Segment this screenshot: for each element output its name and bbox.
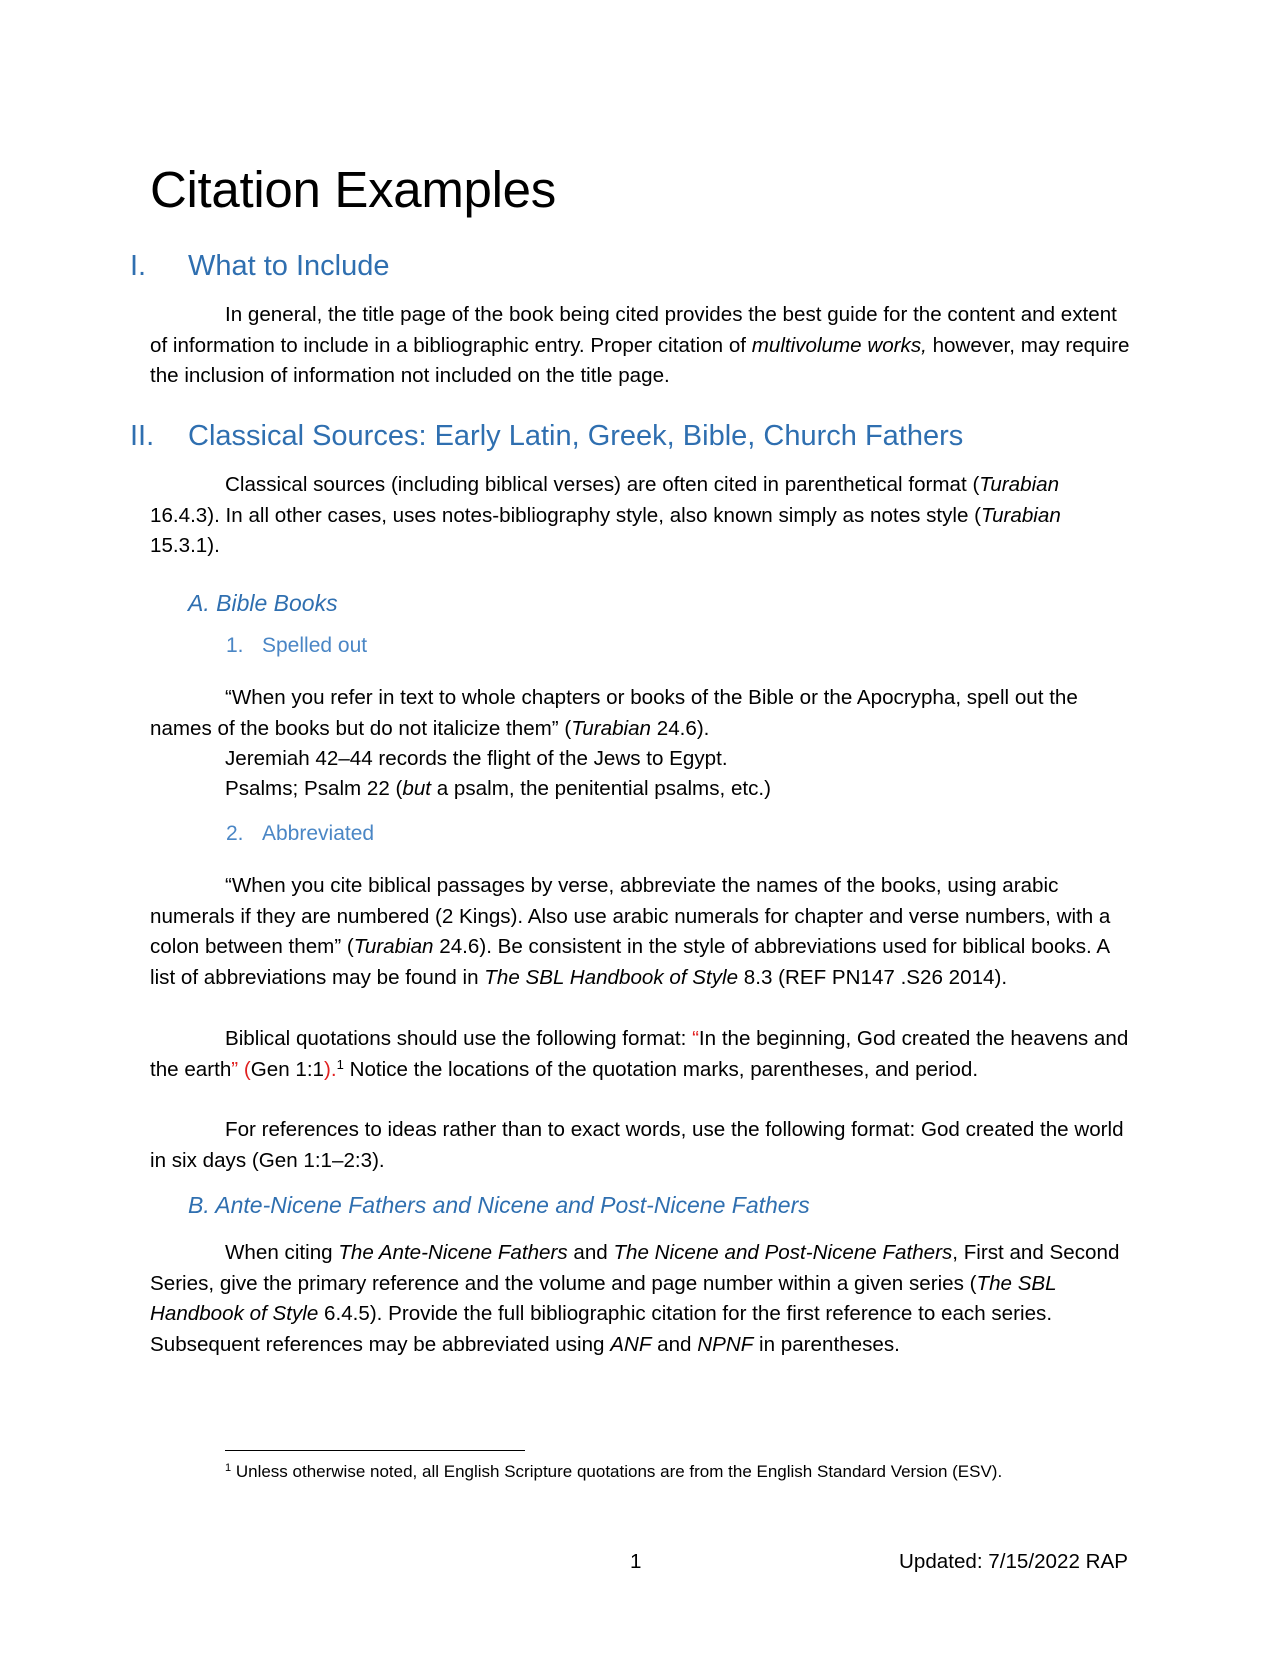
text-run: 15.3.1).: [150, 534, 220, 557]
text-run: a psalm, the penitential psalms, etc.): [431, 777, 771, 800]
section-number: II.: [130, 420, 155, 452]
text-run: Biblical quotations should use the following format:: [225, 1027, 693, 1050]
italic-text: Turabian: [353, 935, 434, 958]
page-title: Citation Examples: [150, 161, 556, 218]
text-run: and: [567, 1241, 614, 1264]
text-run: 16.4.3). In all other cases, uses notes-bibliography style, also known simply as notes style (: [150, 503, 982, 527]
section-heading-text: Classical Sources: Early Latin, Greek, Bible, Church Fathers: [188, 420, 964, 452]
paragraph-ideas-format: For references to ideas rather than to exact words, use the following format: God created the world in six days (Gen 1:1–2:3).: [150, 1118, 1124, 1172]
text-run: in parentheses.: [753, 1332, 900, 1356]
subheading-number: 2.: [226, 822, 244, 845]
subsection-heading-bible-books: A. Bible Books: [188, 590, 338, 616]
paragraph-quotation-format: [150, 1024, 1130, 1085]
paragraph-abbreviated-quote: [150, 871, 1130, 993]
italic-text: The SBL Handbook of Style: [150, 1271, 1057, 1325]
highlighted-quote-mark: ” (: [231, 1057, 251, 1081]
italic-text: The SBL Handbook of Style: [484, 965, 739, 989]
footnote: [225, 1460, 1002, 1484]
text-run: however, may require the inclusion of information not included on the title page.: [150, 333, 1130, 387]
footnote-reference[interactable]: 1: [336, 1056, 344, 1072]
text-run: Gen 1:1: [250, 1057, 325, 1081]
italic-text: multivolume works,: [751, 333, 927, 357]
footnote-number: 1: [225, 1462, 232, 1474]
subheading-text: Abbreviated: [262, 822, 375, 845]
subheading-number: 1.: [226, 634, 244, 657]
section-heading-what-to-include: [130, 250, 390, 283]
subheading-text: Spelled out: [262, 634, 368, 657]
text-run: 6.4.5). Provide the full bibliographic citation for the first reference to each series. Subsequent references may be abbreviated using: [150, 1302, 1053, 1356]
italic-text: Turabian: [571, 716, 652, 740]
footnote-text: Unless otherwise noted, all English Scripture quotations are from the English Standard Version (ESV).: [231, 1462, 1003, 1481]
subheading-spelled-out: [226, 634, 367, 658]
text-run: 8.3 (REF PN147 .S26 2014).: [738, 965, 1008, 989]
section-number: I.: [130, 250, 147, 282]
italic-text: Turabian: [979, 473, 1060, 496]
italic-text: ANF: [610, 1332, 652, 1356]
section-heading-text: What to Include: [188, 250, 390, 282]
paragraph-what-to-include: [150, 300, 1130, 392]
example-jeremiah: Jeremiah 42–44 records the flight of the Jews to Egypt.: [225, 747, 728, 770]
section-heading-classical-sources: [130, 420, 963, 453]
text-run: , First and Second Series, give the primary reference and the volume and page number within a given series (: [150, 1241, 1120, 1295]
subsection-heading-fathers: B. Ante-Nicene Fathers and Nicene and Post-Nicene Fathers: [188, 1192, 810, 1218]
text-run: In the beginning, God created the heavens and the earth: [150, 1027, 1129, 1081]
paragraph-fathers: [150, 1238, 1130, 1360]
italic-text: but: [402, 777, 432, 800]
text-run: Notice the locations of the quotation marks, parentheses, and period.: [343, 1057, 979, 1081]
highlighted-period: ).: [324, 1057, 337, 1081]
italic-text: The Nicene and Post-Nicene Fathers: [613, 1241, 953, 1264]
footnote-separator: [225, 1450, 525, 1451]
italic-text: The Ante-Nicene Fathers: [338, 1241, 568, 1264]
text-run: Classical sources (including biblical verses) are often cited in parenthetical format (: [225, 473, 980, 496]
text-run: 24.6). Be consistent in the style of abbreviations used for biblical books. A list of abbreviations may be found in: [150, 935, 1109, 989]
text-run: “When you cite biblical passages by verse, abbreviate the names of the books, using arabic numerals if they are numbered (2 Kings). Also use arabic numerals for chapter and verse numbers, with a colon between them” (: [150, 874, 1111, 958]
text-run: “When you refer in text to whole chapters or books of the Bible or the Apocrypha, spell out the names of the books but do not italicize them” (: [150, 686, 1078, 740]
text-run: and: [651, 1332, 698, 1356]
italic-text: NPNF: [697, 1332, 754, 1356]
text-run: When citing: [225, 1241, 339, 1264]
text-run: In general, the title page of the book being cited provides the best guide for the content and extent of information to include in a bibliographic entry. Proper citation of: [150, 303, 1117, 357]
page-number: 1: [630, 1550, 642, 1573]
updated-date: Updated: 7/15/2022 RAP: [899, 1550, 1128, 1573]
highlighted-quote-mark: “: [692, 1027, 699, 1050]
text-run: 24.6).: [651, 716, 710, 740]
subheading-abbreviated: [226, 822, 374, 846]
paragraph-spelled-out-quote: [150, 683, 1130, 744]
example-psalms: [225, 774, 771, 805]
paragraph-classical-sources: [150, 470, 1130, 562]
italic-text: Turabian: [981, 503, 1061, 527]
text-run: Psalms; Psalm 22 (: [225, 777, 403, 800]
